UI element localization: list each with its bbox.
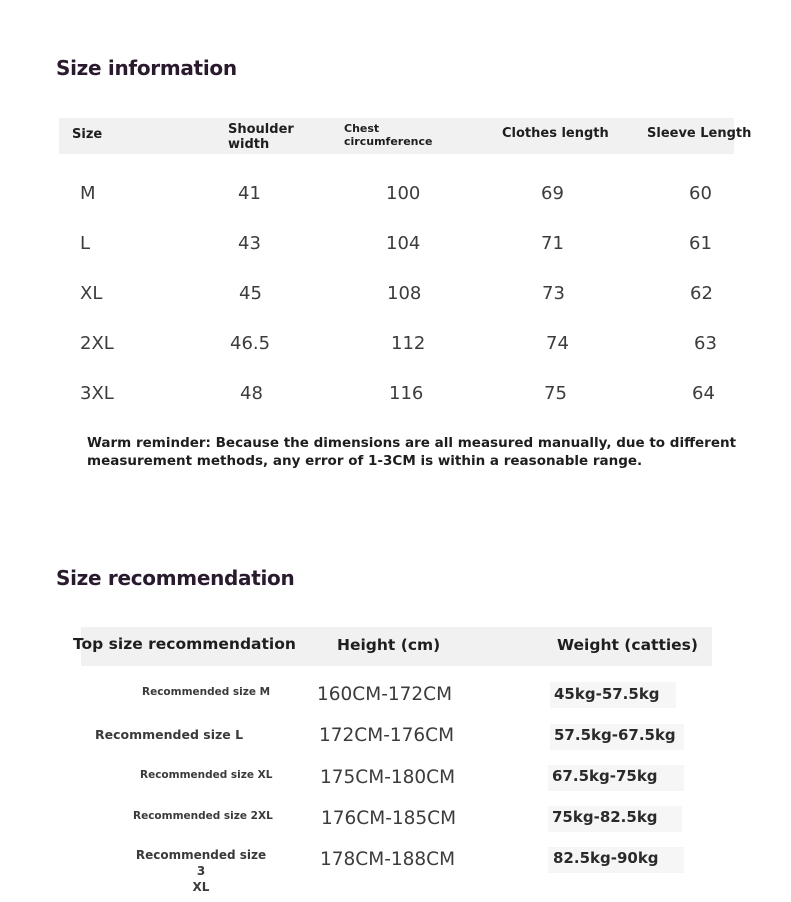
header-shoulder-line2: width bbox=[228, 137, 270, 152]
rec-height: 178CM-188CM bbox=[320, 849, 456, 870]
table-cell-chest: 116 bbox=[389, 383, 424, 404]
size-rec-title: Size recommendation bbox=[56, 566, 295, 590]
table-cell-sleeve: 62 bbox=[690, 283, 713, 304]
table-cell-clothes: 74 bbox=[546, 333, 569, 354]
table-cell-sleeve: 63 bbox=[694, 333, 717, 354]
table-cell-size: L bbox=[80, 233, 91, 254]
table-cell-clothes: 69 bbox=[541, 183, 564, 204]
table-cell-size: 3XL bbox=[80, 383, 114, 404]
table-cell-sleeve: 61 bbox=[689, 233, 712, 254]
header-size: Size bbox=[72, 127, 103, 142]
warm-reminder: Warm reminder: Because the dimensions are all measured manually, due to different measurement methods, any error of 1-3CM is within a reasonable range. bbox=[87, 435, 737, 469]
rec-label bbox=[133, 847, 269, 895]
rec-height: 160CM-172CM bbox=[317, 684, 453, 705]
table-cell-chest: 108 bbox=[387, 283, 422, 304]
table-cell-size: 2XL bbox=[80, 333, 114, 354]
header-sleeve-length: Sleeve Length bbox=[647, 126, 752, 141]
table-cell-shoulder: 45 bbox=[239, 283, 262, 304]
table-cell-clothes: 71 bbox=[541, 233, 564, 254]
table-cell-shoulder: 48 bbox=[240, 383, 263, 404]
rec-weight: 45kg-57.5kg bbox=[554, 685, 660, 703]
table-cell-chest: 104 bbox=[386, 233, 421, 254]
rec-label: Recommended size 2XL bbox=[133, 810, 273, 822]
header-height: Height (cm) bbox=[337, 636, 441, 654]
rec-label-line1: Recommended size 3 bbox=[135, 848, 267, 878]
rec-label: Recommended size M bbox=[142, 686, 271, 698]
table-cell-chest: 112 bbox=[391, 333, 426, 354]
header-weight: Weight (catties) bbox=[557, 636, 698, 654]
table-cell-sleeve: 60 bbox=[689, 183, 712, 204]
header-clothes-length: Clothes length bbox=[502, 126, 609, 141]
rec-weight: 67.5kg-75kg bbox=[552, 767, 658, 785]
table-cell-sleeve: 64 bbox=[692, 383, 715, 404]
rec-weight: 75kg-82.5kg bbox=[552, 808, 658, 826]
table-cell-shoulder: 43 bbox=[238, 233, 261, 254]
table-cell-chest: 100 bbox=[386, 183, 421, 204]
table-cell-clothes: 73 bbox=[542, 283, 565, 304]
table-cell-shoulder: 46.5 bbox=[230, 333, 271, 354]
header-shoulder-width bbox=[228, 122, 294, 152]
header-chest-line2: circumference bbox=[344, 135, 433, 148]
header-chest-line1: Chest bbox=[344, 122, 380, 135]
table-cell-size: M bbox=[80, 183, 96, 204]
rec-height: 175CM-180CM bbox=[320, 767, 456, 788]
table-cell-clothes: 75 bbox=[544, 383, 567, 404]
table-cell-size: XL bbox=[80, 283, 103, 304]
header-shoulder-line1: Shoulder bbox=[228, 122, 294, 137]
table-cell-shoulder: 41 bbox=[238, 183, 261, 204]
header-top-size: Top size recommendation bbox=[73, 635, 296, 653]
rec-weight: 57.5kg-67.5kg bbox=[554, 726, 676, 744]
rec-height: 176CM-185CM bbox=[321, 808, 457, 829]
header-chest-circumference bbox=[344, 122, 432, 148]
rec-height: 172CM-176CM bbox=[319, 725, 455, 746]
rec-weight: 82.5kg-90kg bbox=[553, 849, 659, 867]
rec-label: Recommended size XL bbox=[140, 769, 273, 781]
rec-label-line2: XL bbox=[192, 880, 210, 894]
size-info-title: Size information bbox=[56, 56, 237, 80]
rec-label: Recommended size L bbox=[95, 727, 244, 742]
